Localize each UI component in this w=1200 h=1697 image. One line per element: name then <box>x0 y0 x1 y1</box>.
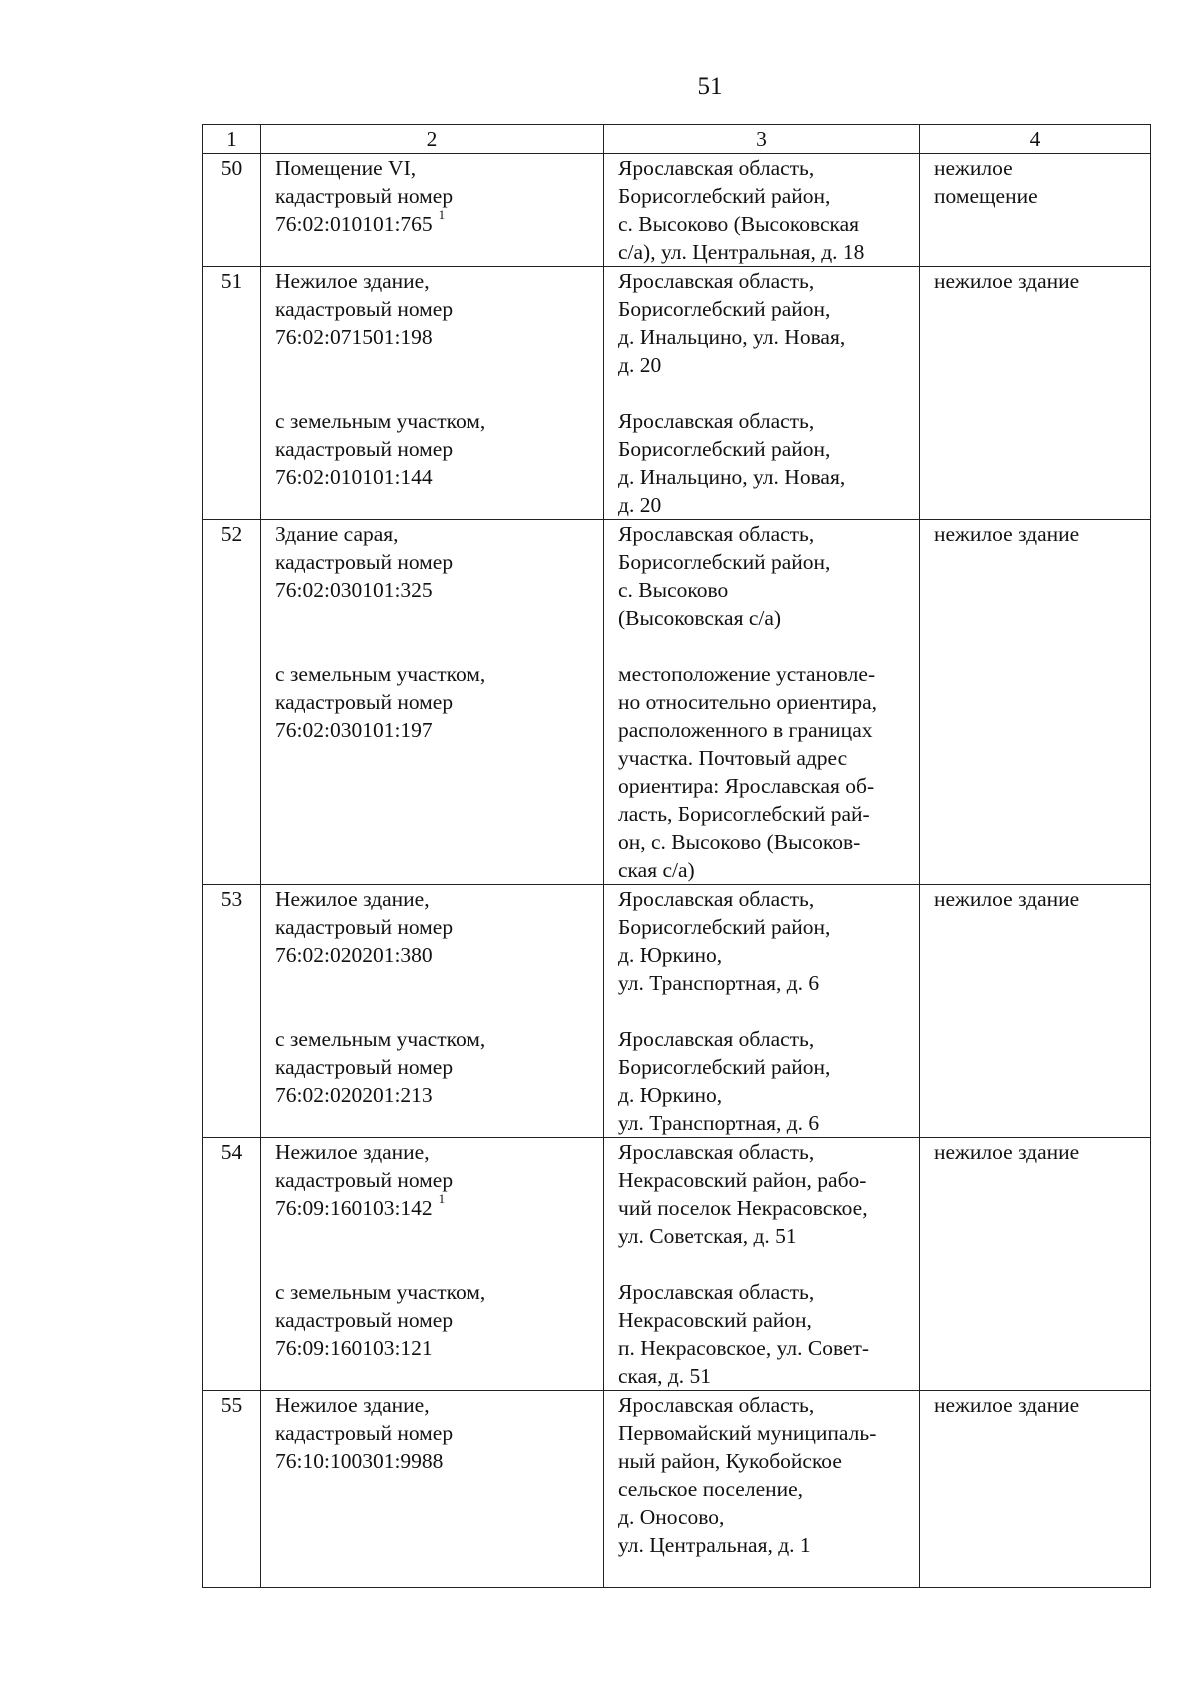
land-line-text: с земельным участком, <box>275 409 486 433</box>
address-line-text: сельское поселение, <box>618 1477 804 1501</box>
land-address-line-text: ул. Транспортная, д. 6 <box>618 1111 820 1135</box>
address-line <box>618 1166 913 1194</box>
address-line-text: Ярославская область, <box>618 156 815 180</box>
column-header: 2 <box>261 125 604 154</box>
address-line-text: д. Инальцино, ул. Новая, <box>618 325 846 349</box>
address-line <box>618 1391 913 1419</box>
object-line <box>275 267 597 295</box>
land-address-line <box>618 1362 913 1390</box>
type-line <box>934 1138 1144 1166</box>
address-line <box>618 1419 913 1447</box>
object-line-text: 76:02:071501:198 <box>275 325 433 349</box>
object-line <box>275 1447 597 1475</box>
address-line <box>618 604 913 632</box>
type-line <box>934 267 1144 295</box>
type-line <box>934 182 1144 210</box>
land-address-line <box>618 1025 913 1053</box>
address-line-text: д. Оносово, <box>618 1505 725 1529</box>
spacer <box>275 604 597 632</box>
object-line-text: кадастровый номер <box>275 297 454 321</box>
land-address-line-text: ласть, Борисоглебский рай- <box>618 802 870 826</box>
table-row <box>203 1138 1151 1391</box>
type-line-text: нежилое <box>934 156 1013 180</box>
land-address-line <box>618 1109 913 1137</box>
object-line <box>275 885 597 913</box>
column-header: 1 <box>203 125 261 154</box>
address-line <box>618 1138 913 1166</box>
object-line <box>275 1166 597 1194</box>
object-line-text: 76:02:010101:765 <box>275 212 433 236</box>
spacer <box>618 1559 913 1587</box>
land-line-text: 76:02:010101:144 <box>275 465 433 489</box>
address-line-text: Борисоглебский район, <box>618 915 831 939</box>
object-line-text: Нежилое здание, <box>275 1140 430 1164</box>
object-description-cell <box>261 1138 604 1391</box>
address-line <box>618 351 913 379</box>
land-address-line-text: Некрасовский район, <box>618 1308 812 1332</box>
table-body <box>203 154 1151 1588</box>
object-line-text: 76:09:160103:142 <box>275 1196 433 1220</box>
land-address-line <box>618 1278 913 1306</box>
address-line <box>618 154 913 182</box>
footnote-marker: 1 <box>438 1190 446 1206</box>
spacer <box>275 351 597 379</box>
address-line-text: Ярославская область, <box>618 269 815 293</box>
address-cell <box>604 267 920 520</box>
object-line-text: 76:10:100301:9988 <box>275 1449 444 1473</box>
object-line <box>275 913 597 941</box>
land-address-line <box>618 716 913 744</box>
land-address-line-text: он, с. Высоково (Высоков- <box>618 830 861 854</box>
type-line-text: нежилое здание <box>934 1393 1080 1417</box>
object-description-cell <box>261 267 604 520</box>
type-line <box>934 520 1144 548</box>
address-line <box>618 323 913 351</box>
object-line <box>275 1419 597 1447</box>
land-line <box>275 1306 597 1334</box>
object-description-cell <box>261 885 604 1138</box>
address-line-text: Ярославская область, <box>618 522 815 546</box>
address-line-text: ул. Центральная, д. 1 <box>618 1533 811 1557</box>
land-address-line <box>618 435 913 463</box>
land-line <box>275 688 597 716</box>
land-address-line-text: участка. Почтовый адрес <box>618 746 848 770</box>
object-line <box>275 1391 597 1419</box>
object-line-text: Нежилое здание, <box>275 1393 430 1417</box>
column-header: 3 <box>604 125 920 154</box>
address-line <box>618 548 913 576</box>
object-line <box>275 520 597 548</box>
spacer <box>618 1250 913 1278</box>
address-line-text: ул. Советская, д. 51 <box>618 1224 797 1248</box>
address-line-text: ный район, Кукобойское <box>618 1449 842 1473</box>
land-address-line <box>618 800 913 828</box>
address-line-text: Ярославская область, <box>618 1140 815 1164</box>
object-description-cell <box>261 154 604 267</box>
land-address-line-text: Ярославская область, <box>618 409 815 433</box>
land-line <box>275 660 597 688</box>
land-address-line-text: ская, д. 51 <box>618 1364 712 1388</box>
row-number: 50 <box>203 154 261 267</box>
row-number: 55 <box>203 1391 261 1588</box>
page-number: 51 <box>697 73 723 100</box>
address-line <box>618 1475 913 1503</box>
land-address-line-text: ориентира: Ярославская об- <box>618 774 875 798</box>
land-line-text: 76:09:160103:121 <box>275 1336 433 1360</box>
object-line <box>275 154 597 182</box>
address-line-text: д. Юркино, <box>618 943 723 967</box>
address-line-text: Некрасовский район, рабо- <box>618 1168 867 1192</box>
land-address-line <box>618 463 913 491</box>
type-line <box>934 885 1144 913</box>
object-line-text: кадастровый номер <box>275 550 454 574</box>
address-line <box>618 1531 913 1559</box>
land-line <box>275 435 597 463</box>
land-address-line <box>618 1053 913 1081</box>
address-line-text: (Высоковская с/а) <box>618 606 782 630</box>
object-type-cell <box>920 1391 1151 1588</box>
land-line <box>275 463 597 491</box>
address-line <box>618 1194 913 1222</box>
type-line-text: нежилое здание <box>934 887 1080 911</box>
address-line <box>618 885 913 913</box>
land-line-text: кадастровый номер <box>275 1308 454 1332</box>
address-cell <box>604 1391 920 1588</box>
land-line <box>275 1053 597 1081</box>
type-line-text: нежилое здание <box>934 269 1080 293</box>
address-line <box>618 913 913 941</box>
address-line <box>618 210 913 238</box>
land-address-line <box>618 772 913 800</box>
land-address-line <box>618 660 913 688</box>
land-address-line-text: но относительно ориентира, <box>618 690 878 714</box>
land-address-line-text: Ярославская область, <box>618 1280 815 1304</box>
land-address-line <box>618 856 913 884</box>
property-table <box>202 124 1151 1588</box>
object-type-cell <box>920 1138 1151 1391</box>
type-line <box>934 1391 1144 1419</box>
object-line <box>275 295 597 323</box>
land-address-line-text: ская с/а) <box>618 858 695 882</box>
spacer <box>275 632 597 660</box>
land-address-line-text: Борисоглебский район, <box>618 437 831 461</box>
address-line-text: д. 20 <box>618 353 662 377</box>
object-line-text: кадастровый номер <box>275 915 454 939</box>
land-line-text: кадастровый номер <box>275 437 454 461</box>
object-type-cell <box>920 154 1151 267</box>
object-line <box>275 182 597 210</box>
object-type-cell <box>920 267 1151 520</box>
address-line <box>618 267 913 295</box>
table-row <box>203 154 1151 267</box>
land-address-line <box>618 1306 913 1334</box>
land-line <box>275 1278 597 1306</box>
spacer <box>275 997 597 1025</box>
header-row <box>203 125 1151 154</box>
land-line <box>275 1081 597 1109</box>
type-line-text: помещение <box>934 184 1038 208</box>
land-address-line-text: Ярославская область, <box>618 1027 815 1051</box>
object-line <box>275 323 597 351</box>
address-line-text: Ярославская область, <box>618 887 815 911</box>
address-line-text: Борисоглебский район, <box>618 550 831 574</box>
address-line <box>618 238 913 266</box>
land-line-text: 76:02:030101:197 <box>275 718 433 742</box>
address-line-text: Борисоглебский район, <box>618 184 831 208</box>
row-number: 52 <box>203 520 261 885</box>
object-line-text: Помещение VI, <box>275 156 417 180</box>
land-address-line-text: местоположение установле- <box>618 662 876 686</box>
land-line-text: с земельным участком, <box>275 662 486 686</box>
address-line <box>618 182 913 210</box>
address-line-text: Борисоглебский район, <box>618 297 831 321</box>
address-cell <box>604 885 920 1138</box>
row-number: 54 <box>203 1138 261 1391</box>
address-line <box>618 1447 913 1475</box>
object-line <box>275 548 597 576</box>
object-line-text: кадастровый номер <box>275 1421 454 1445</box>
address-line <box>618 1503 913 1531</box>
land-line <box>275 1025 597 1053</box>
spacer <box>275 1250 597 1278</box>
object-line-text: 76:02:030101:325 <box>275 578 433 602</box>
address-cell <box>604 520 920 885</box>
footnote-marker: 1 <box>438 206 446 222</box>
object-type-cell <box>920 520 1151 885</box>
row-number: 51 <box>203 267 261 520</box>
type-line-text: нежилое здание <box>934 522 1080 546</box>
address-line-text: с/а), ул. Центральная, д. 18 <box>618 240 865 264</box>
type-line-text: нежилое здание <box>934 1140 1080 1164</box>
table-row <box>203 885 1151 1138</box>
address-line-text: ул. Транспортная, д. 6 <box>618 971 820 995</box>
spacer <box>618 379 913 407</box>
land-address-line <box>618 688 913 716</box>
address-line <box>618 576 913 604</box>
spacer <box>275 969 597 997</box>
address-line <box>618 295 913 323</box>
land-line-text: с земельным участком, <box>275 1027 486 1051</box>
land-line-text: кадастровый номер <box>275 1055 454 1079</box>
object-type-cell <box>920 885 1151 1138</box>
land-line <box>275 407 597 435</box>
row-number: 53 <box>203 885 261 1138</box>
address-line-text: Первомайский муниципаль- <box>618 1421 877 1445</box>
object-line <box>275 206 597 238</box>
spacer <box>618 632 913 660</box>
column-header: 4 <box>920 125 1151 154</box>
land-address-line-text: д. Инальцино, ул. Новая, <box>618 465 846 489</box>
object-line <box>275 1138 597 1166</box>
land-line-text: 76:02:020201:213 <box>275 1083 433 1107</box>
address-line <box>618 1222 913 1250</box>
object-line-text: кадастровый номер <box>275 184 454 208</box>
table-row <box>203 1391 1151 1588</box>
address-cell <box>604 1138 920 1391</box>
address-line-text: с. Высоково <box>618 578 729 602</box>
table-row <box>203 520 1151 885</box>
object-line-text: Нежилое здание, <box>275 269 430 293</box>
object-line-text: кадастровый номер <box>275 1168 454 1192</box>
address-line-text: Ярославская область, <box>618 1393 815 1417</box>
table-header <box>203 125 1151 154</box>
table-row <box>203 267 1151 520</box>
land-address-line-text: расположенного в границах <box>618 718 873 742</box>
land-line-text: с земельным участком, <box>275 1280 486 1304</box>
spacer <box>618 997 913 1025</box>
spacer <box>275 1222 597 1250</box>
object-line-text: Нежилое здание, <box>275 887 430 911</box>
land-address-line-text: п. Некрасовское, ул. Совет- <box>618 1336 870 1360</box>
land-address-line-text: Борисоглебский район, <box>618 1055 831 1079</box>
spacer <box>275 379 597 407</box>
land-address-line <box>618 744 913 772</box>
object-line-text: Здание сарая, <box>275 522 399 546</box>
land-address-line-text: д. 20 <box>618 493 662 517</box>
address-line <box>618 969 913 997</box>
object-line <box>275 576 597 604</box>
object-description-cell <box>261 520 604 885</box>
land-address-line <box>618 1081 913 1109</box>
land-address-line <box>618 1334 913 1362</box>
address-line-text: с. Высоково (Высоковская <box>618 212 860 236</box>
land-address-line <box>618 828 913 856</box>
land-line <box>275 1334 597 1362</box>
address-line-text: чий поселок Некрасовское, <box>618 1196 868 1220</box>
land-line-text: кадастровый номер <box>275 690 454 714</box>
object-line <box>275 941 597 969</box>
land-address-line <box>618 407 913 435</box>
land-line <box>275 716 597 744</box>
object-description-cell <box>261 1391 604 1588</box>
type-line <box>934 154 1144 182</box>
address-cell <box>604 154 920 267</box>
object-line <box>275 1190 597 1222</box>
land-address-line-text: д. Юркино, <box>618 1083 723 1107</box>
object-line-text: 76:02:020201:380 <box>275 943 433 967</box>
address-line <box>618 520 913 548</box>
address-line <box>618 941 913 969</box>
land-address-line <box>618 491 913 519</box>
